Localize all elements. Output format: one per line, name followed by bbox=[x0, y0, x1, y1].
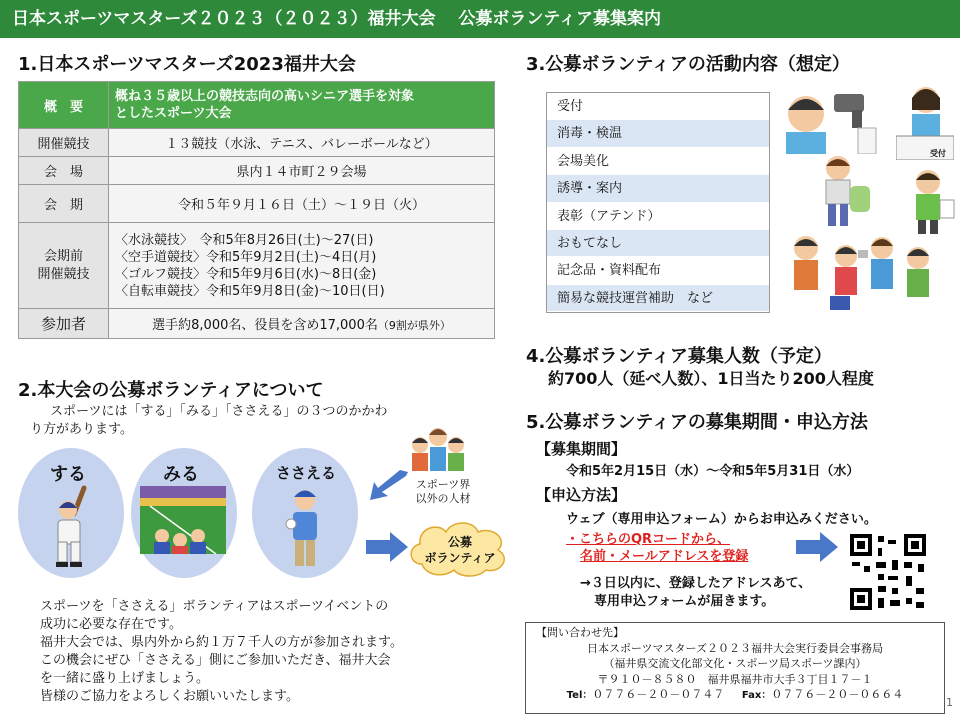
period-text: 令和5年2月15日（水）～令和5年5月31日（水） bbox=[566, 464, 860, 479]
table-key: 開催競技 bbox=[19, 129, 109, 157]
desk-label: 受付 bbox=[930, 149, 946, 158]
section2-body: スポーツを「ささえる」ボランティアはスポーツイベントの 成功に必要な存在です。 福井大会では、県内外から約１万７千人の方が参加されます。 この機会にぜひ「ささえる」側にご参加いただき、福井大会 を一緒に盛り上げましょう。 皆様のご協力をよろしくお願いいたします。 bbox=[40, 599, 403, 704]
table-value: 〈水泳競技〉 令和5年8月26日(土)～27(日) 〈空手道競技〉令和5年9月2日(土)～4日(月) 〈ゴルフ競技〉令和5年9月6日(水)～8日(金) 〈自転車競技〉令和5年9月8日(金)～10日(日) bbox=[109, 223, 495, 309]
list-item: 誘導・案内 bbox=[547, 175, 769, 202]
arrow-diagonal-icon bbox=[370, 470, 410, 500]
stadium-illustration bbox=[140, 486, 226, 554]
list-item: おもてなし bbox=[547, 230, 769, 257]
list-item: 簡易な競技運営補助 など bbox=[547, 285, 769, 312]
bubble-label: ささえる bbox=[276, 464, 337, 482]
page-header: 日本スポーツマスターズ２０２３（２０２３）福井大会 公募ボランティア募集案内 bbox=[0, 0, 960, 38]
page-number: 1 bbox=[946, 696, 953, 709]
guide-illustration bbox=[904, 166, 956, 234]
group-guiding-illustration bbox=[786, 226, 936, 310]
inquiry-box: 【問い合わせ先】 日本スポーツマスターズ２０２３福井大会実行委員会事務局 （福井県交流文化部文化・スポーツ局スポーツ課内） 〒９１０－８５８０ 福井県福井市大手３丁目１７－１ Tel：０７７６－２０－０７４７ Fax：０７７６－２０－０６６４ bbox=[525, 622, 945, 714]
table-key: 会期前 開催競技 bbox=[19, 223, 109, 309]
contact-line: Tel：０７７６－２０－０７４７ Fax：０７７６－２０－０６６４ bbox=[566, 688, 904, 701]
table-key: 会 場 bbox=[19, 157, 109, 185]
table-value: 県内１４市町２９会場 bbox=[109, 157, 495, 185]
others-label: スポーツ界 以外の人材 bbox=[415, 478, 471, 505]
list-item: 表彰（アテンド） bbox=[547, 203, 769, 230]
staff-illustration bbox=[283, 484, 329, 570]
list-item: 消毒・検温 bbox=[547, 120, 769, 147]
table-row bbox=[19, 185, 495, 223]
list-item: 会場美化 bbox=[547, 148, 769, 175]
method-label: 【申込方法】 bbox=[536, 486, 627, 504]
table-row bbox=[19, 82, 495, 129]
section4-title: 4.公募ボランティア募集人数（予定） bbox=[526, 346, 832, 367]
table-row bbox=[19, 157, 495, 185]
period-label: 【募集期間】 bbox=[536, 440, 627, 458]
overview-table bbox=[18, 81, 495, 339]
table-value: 概ね３５歳以上の競技志向の高いシニア選手を対象 としたスポーツ大会 bbox=[109, 82, 495, 129]
arrow-right-icon bbox=[366, 532, 408, 562]
crowd-illustration bbox=[410, 423, 466, 471]
cleanup-illustration bbox=[812, 152, 874, 228]
section1-title: 1.日本スポーツマスターズ2023福井大会 bbox=[18, 54, 356, 75]
section5-title: 5.公募ボランティアの募集期間・申込方法 bbox=[526, 412, 868, 433]
qr-instruction-link[interactable]: ・こちらのQRコードから、 名前・メールアドレスを登録 bbox=[566, 532, 749, 564]
bubble-label: みる bbox=[163, 464, 199, 485]
list-item: 受付 bbox=[547, 93, 769, 120]
table-key: 概 要 bbox=[19, 82, 109, 129]
section2-intro: スポーツには「する」「みる」「ささえる」の３つのかかわ り方があります。 bbox=[30, 404, 388, 437]
activity-list bbox=[546, 92, 770, 313]
cloud-label: 公募 ボランティア bbox=[424, 535, 496, 565]
bubble-label: する bbox=[50, 464, 86, 485]
temperature-check-illustration bbox=[782, 84, 878, 154]
table-row bbox=[19, 309, 495, 339]
table-value: 令和５年９月１６日（土）～１９日（火） bbox=[109, 185, 495, 223]
section3-title: 3.公募ボランティアの活動内容（想定） bbox=[526, 54, 850, 75]
method-text: ウェブ（専用申込フォーム）からお申込みください。 bbox=[566, 512, 877, 527]
qr-code-icon[interactable] bbox=[848, 532, 928, 612]
form-note: →３日以内に、登録したアドレスあて、 専用申込フォームが届きます。 bbox=[580, 576, 812, 609]
table-row bbox=[19, 223, 495, 309]
table-value: 選手約8,000名、役員を含め17,000名（9割が県外） bbox=[109, 309, 495, 339]
section2-title: 2.本大会の公募ボランティアについて bbox=[18, 380, 324, 401]
table-key: 参加者 bbox=[19, 309, 109, 339]
arrow-right-icon bbox=[796, 532, 838, 562]
list-item: 記念品・資料配布 bbox=[547, 257, 769, 284]
baseball-player-illustration bbox=[44, 484, 104, 570]
table-row bbox=[19, 129, 495, 157]
table-value: １３競技（水泳、テニス、バレーボールなど） bbox=[109, 129, 495, 157]
section4-text: 約700人（延べ人数）、1日当たり200人程度 bbox=[548, 369, 874, 388]
table-key: 会 期 bbox=[19, 185, 109, 223]
